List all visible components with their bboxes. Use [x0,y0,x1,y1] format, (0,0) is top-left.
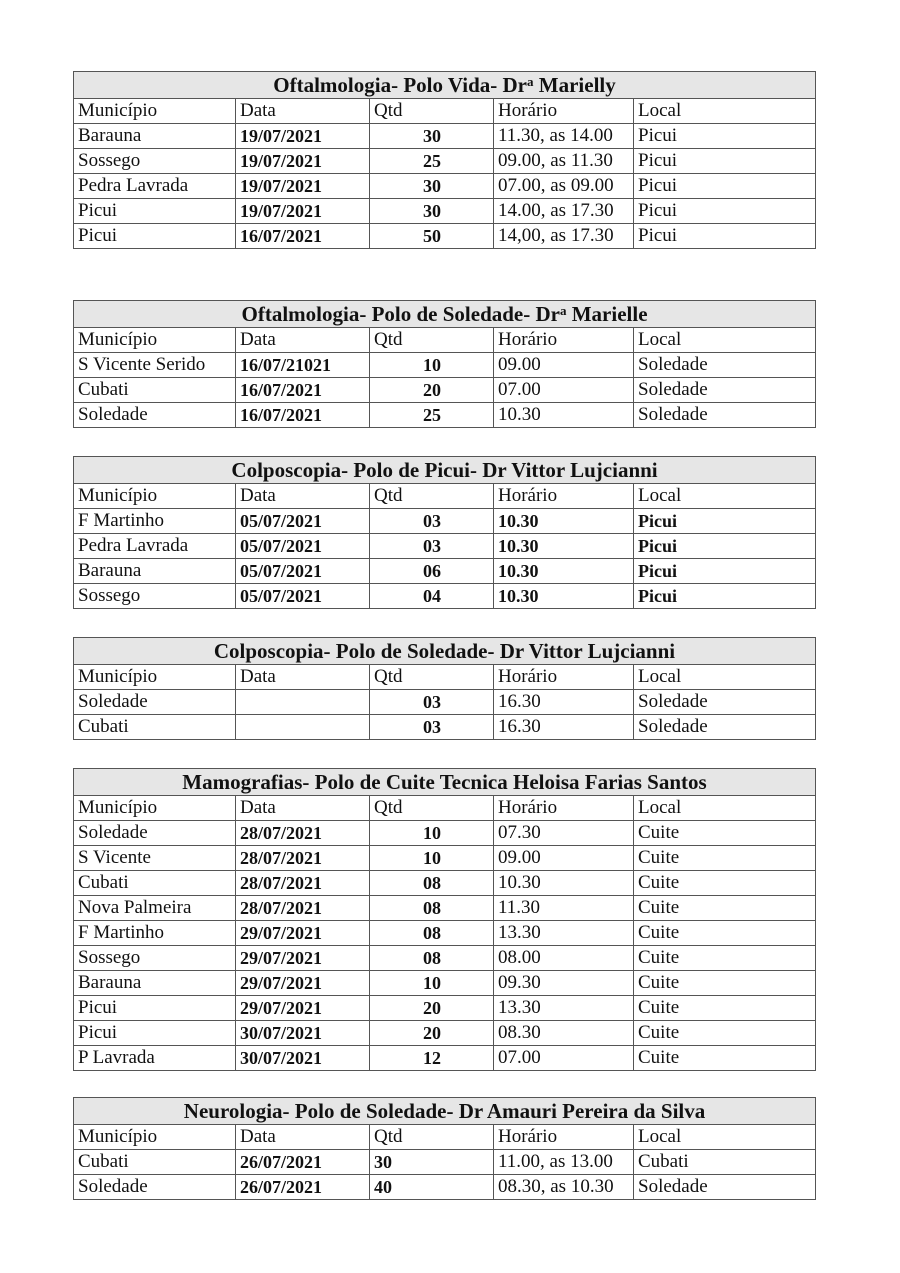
cell-horario: 13.30 [494,996,634,1021]
cell-horario: 11.30, as 14.00 [494,124,634,149]
header-row [74,328,816,353]
table-row [74,584,816,609]
cell-data: 29/07/2021 [236,996,370,1021]
cell-qtd: 30 [370,174,494,199]
table-row [74,224,816,249]
cell-data [236,690,370,715]
cell-local: Soledade [634,715,816,740]
cell-qtd: 10 [370,821,494,846]
cell-data: 28/07/2021 [236,821,370,846]
cell-data: 05/07/2021 [236,559,370,584]
col-local: Local [634,665,816,690]
cell-data: 16/07/2021 [236,224,370,249]
cell-municipio: Picui [74,224,236,249]
table-title: Mamografias- Polo de Cuite Tecnica Heloisa Farias Santos [74,769,816,796]
cell-horario: 10.30 [494,509,634,534]
table-row [74,871,816,896]
col-qtd: Qtd [370,665,494,690]
table-title: Oftalmologia- Polo Vida- Dr$^a$ Marielly [74,72,816,99]
cell-municipio: Soledade [74,1175,236,1200]
col-data: Data [236,99,370,124]
table-row [74,1150,816,1175]
cell-local: Soledade [634,1175,816,1200]
col-municipio: Município [74,99,236,124]
table-row [74,559,816,584]
cell-municipio: Sossego [74,946,236,971]
cell-municipio: Picui [74,1021,236,1046]
cell-local: Soledade [634,353,816,378]
cell-data: 16/07/2021 [236,378,370,403]
col-data: Data [236,1125,370,1150]
table-row [74,946,816,971]
col-qtd: Qtd [370,328,494,353]
cell-municipio: Sossego [74,149,236,174]
cell-horario: 11.30 [494,896,634,921]
col-local: Local [634,1125,816,1150]
cell-qtd: 40 [370,1175,494,1200]
cell-horario: 07.30 [494,821,634,846]
cell-municipio: Pedra Lavrada [74,174,236,199]
cell-data: 16/07/2021 [236,403,370,428]
table-row [74,996,816,1021]
table-row [74,1046,816,1071]
cell-data: 30/07/2021 [236,1046,370,1071]
cell-qtd: 08 [370,946,494,971]
cell-qtd: 10 [370,846,494,871]
table-title: Colposcopia- Polo de Picui- Dr Vittor Lujcianni [74,457,816,484]
cell-qtd: 03 [370,509,494,534]
cell-horario: 08.30 [494,1021,634,1046]
cell-local: Picui [634,559,816,584]
cell-data: 26/07/2021 [236,1150,370,1175]
table-row [74,403,816,428]
cell-horario: 16.30 [494,690,634,715]
cell-data: 19/07/2021 [236,124,370,149]
header-row [74,1125,816,1150]
table-row [74,509,816,534]
cell-data: 28/07/2021 [236,896,370,921]
cell-data: 19/07/2021 [236,199,370,224]
cell-local: Cuite [634,971,816,996]
cell-municipio: Barauna [74,124,236,149]
col-municipio: Município [74,796,236,821]
cell-municipio: Sossego [74,584,236,609]
cell-qtd: 10 [370,353,494,378]
cell-qtd: 25 [370,149,494,174]
cell-local: Cuite [634,946,816,971]
cell-qtd: 30 [370,1150,494,1175]
cell-data: 19/07/2021 [236,149,370,174]
cell-municipio: Soledade [74,403,236,428]
col-data: Data [236,328,370,353]
cell-local: Cuite [634,896,816,921]
cell-qtd: 30 [370,124,494,149]
table-title: Colposcopia- Polo de Soledade- Dr Vittor Lujcianni [74,638,816,665]
table-row [74,124,816,149]
cell-municipio: S Vicente [74,846,236,871]
cell-data: 29/07/2021 [236,921,370,946]
cell-qtd: 03 [370,534,494,559]
table-row [74,1021,816,1046]
col-municipio: Município [74,328,236,353]
cell-local: Cuite [634,1046,816,1071]
cell-qtd: 03 [370,715,494,740]
col-horario: Horário [494,99,634,124]
header-row [74,665,816,690]
cell-qtd: 10 [370,971,494,996]
cell-local: Picui [634,124,816,149]
cell-municipio: P Lavrada [74,1046,236,1071]
table-row [74,821,816,846]
cell-horario: 07.00 [494,1046,634,1071]
cell-data: 30/07/2021 [236,1021,370,1046]
cell-municipio: Cubati [74,378,236,403]
cell-local: Picui [634,534,816,559]
table-row [74,534,816,559]
cell-data: 05/07/2021 [236,584,370,609]
cell-qtd: 30 [370,199,494,224]
table-row [74,353,816,378]
table-row [74,715,816,740]
cell-local: Picui [634,199,816,224]
col-horario: Horário [494,484,634,509]
cell-qtd: 04 [370,584,494,609]
cell-qtd: 25 [370,403,494,428]
cell-data: 19/07/2021 [236,174,370,199]
cell-qtd: 08 [370,871,494,896]
cell-data: 29/07/2021 [236,946,370,971]
cell-horario: 16.30 [494,715,634,740]
schedule-table-oftalmologia-vida [73,71,816,249]
header-row [74,99,816,124]
cell-data: 29/07/2021 [236,971,370,996]
cell-municipio: Soledade [74,690,236,715]
cell-qtd: 20 [370,996,494,1021]
cell-municipio: Cubati [74,871,236,896]
cell-municipio: Picui [74,199,236,224]
cell-local: Cuite [634,821,816,846]
cell-qtd: 20 [370,1021,494,1046]
schedule-table-colposcopia-soledade [73,637,816,740]
cell-horario: 07.00, as 09.00 [494,174,634,199]
cell-horario: 10.30 [494,871,634,896]
cell-municipio: Nova Palmeira [74,896,236,921]
cell-municipio: Pedra Lavrada [74,534,236,559]
schedule-table-colposcopia-picui [73,456,816,609]
cell-qtd: 08 [370,896,494,921]
cell-data: 05/07/2021 [236,509,370,534]
cell-municipio: Cubati [74,1150,236,1175]
cell-local: Soledade [634,690,816,715]
cell-local: Cuite [634,996,816,1021]
cell-horario: 10.30 [494,534,634,559]
cell-local: Picui [634,149,816,174]
cell-qtd: 03 [370,690,494,715]
table-title: Oftalmologia- Polo de Soledade- Dr$^a$ Marielle [74,301,816,328]
cell-horario: 09.30 [494,971,634,996]
col-municipio: Município [74,1125,236,1150]
cell-municipio: Picui [74,996,236,1021]
cell-horario: 08.30, as 10.30 [494,1175,634,1200]
cell-data: 16/07/21021 [236,353,370,378]
table-row [74,846,816,871]
cell-horario: 10.30 [494,584,634,609]
cell-local: Cuite [634,871,816,896]
cell-local: Cuite [634,921,816,946]
cell-horario: 09.00 [494,353,634,378]
cell-municipio: F Martinho [74,509,236,534]
table-title: Neurologia- Polo de Soledade- Dr Amauri Pereira da Silva [74,1098,816,1125]
cell-horario: 08.00 [494,946,634,971]
cell-qtd: 20 [370,378,494,403]
cell-horario: 14,00, as 17.30 [494,224,634,249]
cell-horario: 07.00 [494,378,634,403]
cell-horario: 14.00, as 17.30 [494,199,634,224]
table-row [74,690,816,715]
col-local: Local [634,99,816,124]
col-municipio: Município [74,665,236,690]
col-data: Data [236,796,370,821]
cell-municipio: Barauna [74,971,236,996]
col-data: Data [236,484,370,509]
col-local: Local [634,796,816,821]
cell-horario: 10.30 [494,403,634,428]
header-row [74,484,816,509]
cell-local: Soledade [634,403,816,428]
schedule-table-neurologia-soledade [73,1097,816,1200]
col-qtd: Qtd [370,796,494,821]
col-local: Local [634,328,816,353]
table-row [74,896,816,921]
col-horario: Horário [494,796,634,821]
col-municipio: Município [74,484,236,509]
col-qtd: Qtd [370,1125,494,1150]
col-data: Data [236,665,370,690]
cell-data [236,715,370,740]
header-row [74,796,816,821]
cell-municipio: S Vicente Serido [74,353,236,378]
cell-data: 05/07/2021 [236,534,370,559]
cell-local: Picui [634,584,816,609]
cell-qtd: 50 [370,224,494,249]
cell-data: 28/07/2021 [236,871,370,896]
table-row [74,921,816,946]
cell-local: Soledade [634,378,816,403]
cell-qtd: 08 [370,921,494,946]
col-qtd: Qtd [370,99,494,124]
schedule-table-mamografias-cuite [73,768,816,1071]
table-row [74,971,816,996]
cell-qtd: 06 [370,559,494,584]
cell-municipio: Soledade [74,821,236,846]
col-qtd: Qtd [370,484,494,509]
col-horario: Horário [494,328,634,353]
cell-local: Picui [634,509,816,534]
cell-municipio: Cubati [74,715,236,740]
cell-qtd: 12 [370,1046,494,1071]
cell-municipio: Barauna [74,559,236,584]
cell-local: Cubati [634,1150,816,1175]
col-local: Local [634,484,816,509]
table-row [74,149,816,174]
cell-local: Cuite [634,846,816,871]
cell-horario: 13.30 [494,921,634,946]
cell-municipio: F Martinho [74,921,236,946]
cell-horario: 10.30 [494,559,634,584]
table-row [74,174,816,199]
cell-horario: 09.00, as 11.30 [494,149,634,174]
cell-horario: 09.00 [494,846,634,871]
cell-horario: 11.00, as 13.00 [494,1150,634,1175]
col-horario: Horário [494,665,634,690]
table-row [74,199,816,224]
cell-local: Cuite [634,1021,816,1046]
schedule-table-oftalmologia-soledade [73,300,816,428]
col-horario: Horário [494,1125,634,1150]
cell-local: Picui [634,224,816,249]
table-row [74,378,816,403]
cell-data: 26/07/2021 [236,1175,370,1200]
cell-local: Picui [634,174,816,199]
cell-data: 28/07/2021 [236,846,370,871]
table-row [74,1175,816,1200]
